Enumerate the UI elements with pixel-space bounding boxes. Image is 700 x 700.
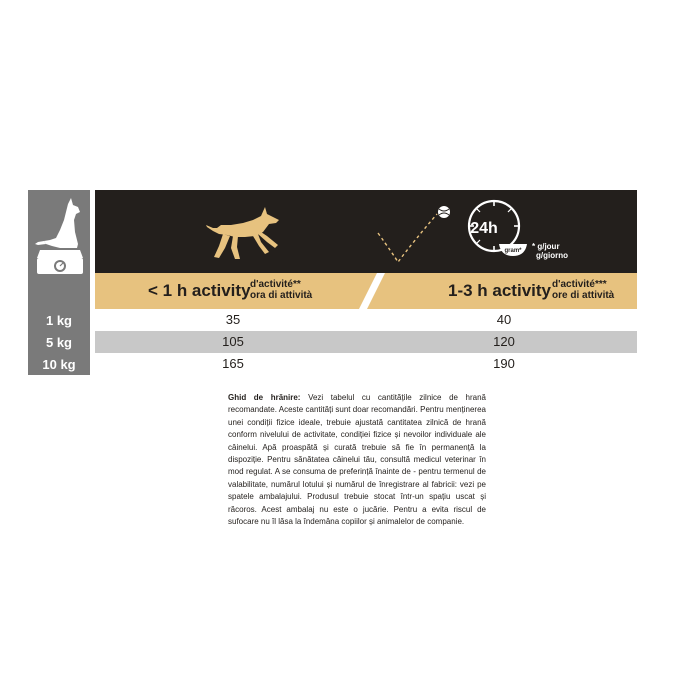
low-activity-value: 35 xyxy=(225,312,241,327)
feeding-table xyxy=(28,190,637,375)
high-activity-value: 120 xyxy=(493,334,515,349)
dog-on-scale-icon xyxy=(30,196,88,276)
unit-fr: * g/jour xyxy=(532,242,560,251)
clock-label: 24h xyxy=(470,220,498,237)
unit-it: g/giorno xyxy=(536,251,568,260)
activity-band xyxy=(95,273,637,309)
weight-label-10kg: 10 kg xyxy=(42,357,76,372)
running-dog-icon xyxy=(206,207,279,259)
low-activity-value: 105 xyxy=(222,334,244,349)
low-activity-it: ora di attività xyxy=(250,290,313,301)
feeding-guide-text xyxy=(228,392,486,528)
weight-column xyxy=(28,190,90,375)
table-header xyxy=(95,190,637,273)
table-row xyxy=(95,353,637,375)
band-divider xyxy=(359,273,385,309)
trajectory-line xyxy=(378,214,437,262)
high-activity-fr: d'activité*** xyxy=(552,279,607,290)
high-activity-value: 190 xyxy=(493,356,515,371)
weight-label-5kg: 5 kg xyxy=(45,335,72,350)
high-activity-value: 40 xyxy=(496,312,512,327)
feeding-guide-body: Vezi tabelul cu cantitățile zilnice de hrană recomandate. Aceste cantități sunt doar recomandări. Pentru menținerea unei condiții fizice ideale, trebuie ajustată cantitatea zilnică de hrană conform nivelului de activitate, condiției fizice și nevoilor individuale ale câinelui. Apă proaspătă și curată trebuie să fie în permanență la dispoziție. Pentru sănătatea câinelui tău, consultă medicul veterinar în mod regulat. A se consuma de preferință înainte de - pentru termenul de valabilitate, numărul lotului și numărul de înregistrare al fabricii: vezi pe spatele ambalajului. Produsul trebuie stocat într-un spațiu uscat și răcoros. Acest ambalaj nu este o jucărie. Pentru a evita riscul de sufocare nu îl lăsa la îndemâna copiilor și animalelor de companie. xyxy=(228,393,486,527)
weight-label-1kg: 1 kg xyxy=(45,313,72,328)
bowl-label: gram* xyxy=(504,248,522,254)
low-activity-label: < 1 h activity xyxy=(148,281,251,300)
food-bowl-icon xyxy=(499,244,527,256)
low-activity-value: 165 xyxy=(222,356,244,371)
ball-icon xyxy=(438,206,450,218)
high-activity-label: 1-3 h activity xyxy=(448,281,551,300)
table-row xyxy=(95,309,637,331)
high-activity-it: ore di attività xyxy=(552,290,615,301)
low-activity-fr: d'activité** xyxy=(250,279,301,290)
24h-clock-icon xyxy=(469,201,519,251)
table-row xyxy=(95,331,637,353)
feeding-guide-heading: Ghid de hrănire: xyxy=(228,393,301,402)
